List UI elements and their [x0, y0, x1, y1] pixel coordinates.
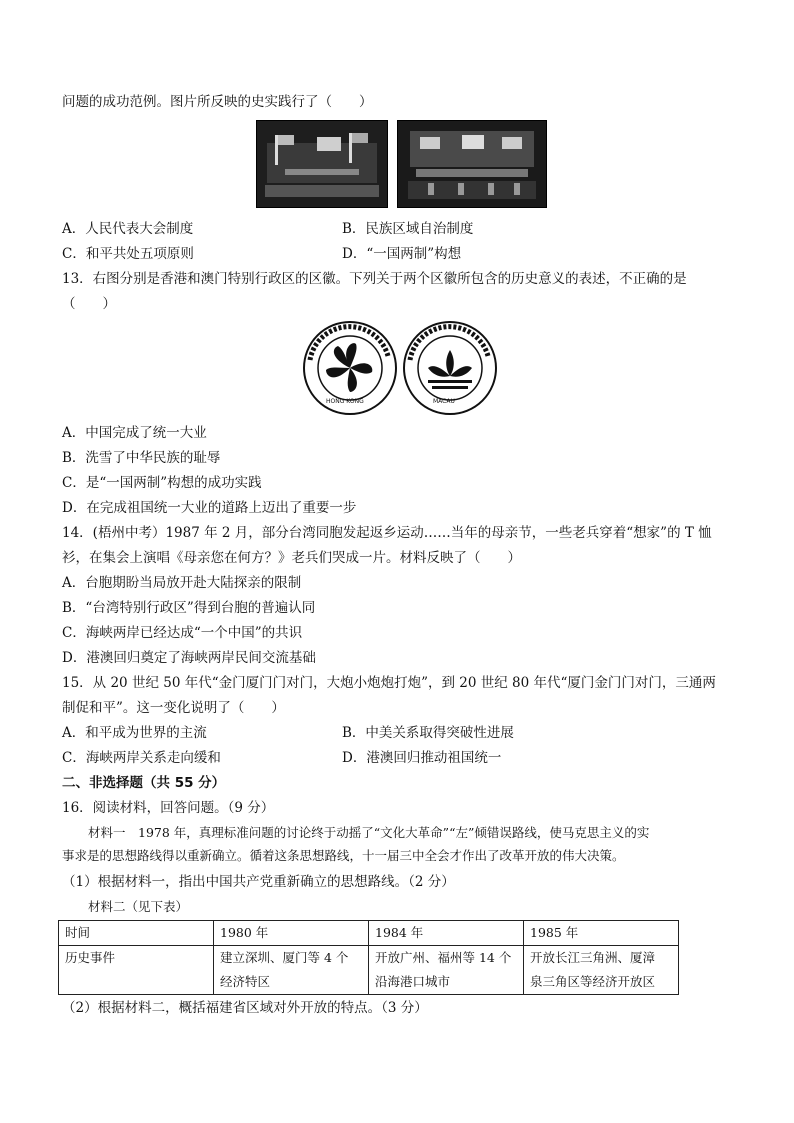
macau-emblem-text: MACAU: [433, 398, 455, 405]
q15-option-c: C．海峡两岸关系走向缓和: [62, 750, 221, 766]
section-title: 二、非选择题（共 55 分）: [62, 775, 226, 791]
table-cell-line: 开放广州、福州等 14 个: [375, 950, 512, 965]
q14-option-d: D．港澳回归奠定了海峡两岸民间交流基础: [62, 650, 316, 666]
q13-option-d: D．在完成祖国统一大业的道路上迈出了重要一步: [62, 500, 357, 516]
q14-option-a: A．台胞期盼当局放开赴大陆探亲的限制: [62, 575, 302, 591]
q12-photo-right: [397, 120, 547, 208]
table-row: [59, 946, 679, 995]
q16-sub2: （2）根据材料二，概括福建省区域对外开放的特点。（3 分）: [62, 1000, 428, 1016]
q15-option-b: B．中美关系取得突破性进展: [342, 725, 514, 741]
q14-stem-line1: 14．(梧州中考）1987 年 2 月，部分台湾同胞发起返乡运动……当年的母亲节，一些老兵穿着“想家”的 T 恤: [62, 525, 712, 541]
q12-option-b: B．民族区域自治制度: [342, 221, 474, 237]
table-cell: [214, 946, 369, 995]
table-header-cell: 1985 年: [524, 921, 679, 946]
table-cell: [369, 946, 524, 995]
q16-stem: 16．阅读材料，回答问题。（9 分）: [62, 800, 275, 816]
q12-stem-tail: 问题的成功范例。图片所反映的史实践行了（ ）: [62, 94, 373, 110]
q15-stem-line1: 15．从 20 世纪 50 年代“金门厦门门对门，大炮小炮炮打炮”，到 20 世纪 80 年代“厦门金门门对门，三通两: [62, 675, 716, 691]
q12-photo-left: [256, 120, 388, 208]
q16-material2-table: [58, 920, 679, 995]
table-cell-line: 经济特区: [220, 974, 271, 989]
q16-material1-line1: 材料一 1978 年，真理标准问题的讨论终于动摇了“文化大革命”“左”倾错误路线，使马克思主义的实: [88, 825, 650, 840]
table-row-label: 历史事件: [59, 946, 214, 995]
q14-option-b: B．“台湾特别行政区”得到台胞的普遍认同: [62, 600, 316, 616]
table-header-row: [59, 921, 679, 946]
q13-option-a: A．中国完成了统一大业: [62, 425, 207, 441]
table-cell-line: 泉三角区等经济开放区: [530, 974, 656, 989]
table-cell-line: 沿海港口城市: [375, 974, 451, 989]
q14-stem-line2: 衫，在集会上演唱《母亲您在何方？》老兵们哭成一片。材料反映了（ ）: [62, 550, 521, 566]
q15-option-a: A．和平成为世界的主流: [62, 725, 207, 741]
table-header-cell: 1984 年: [369, 921, 524, 946]
q13-option-b: B．洗雪了中华民族的耻辱: [62, 450, 221, 466]
hong-kong-emblem-text: HONG KONG: [326, 398, 364, 405]
q15-stem-line2: 制促和平”。这一变化说明了（ ）: [62, 700, 285, 716]
table-cell-line: 建立深圳、厦门等 4 个: [220, 950, 349, 965]
q14-option-c: C．海峡两岸已经达成“一个中国”的共识: [62, 625, 303, 641]
table-header-cell: 时间: [59, 921, 214, 946]
q16-material2-label: 材料二（见下表）: [88, 899, 189, 914]
q13-stem-line1: 13．右图分别是香港和澳门特别行政区的区徽。下列关于两个区徽所包含的历史意义的表述，不正确的是: [62, 271, 687, 287]
q16-material1-line2: 事求是的思想路线得以重新确立。循着这条思想路线，十一届三中全会才作出了改革开放的伟大决策。: [62, 848, 625, 863]
q12-option-a: A．人民代表大会制度: [62, 221, 194, 237]
table-cell: [524, 946, 679, 995]
q12-option-c: C．和平共处五项原则: [62, 246, 194, 262]
q12-option-d: D．“一国两制”构想: [342, 246, 462, 262]
q13-option-c: C．是“一国两制”构想的成功实践: [62, 475, 262, 491]
table-header-cell: 1980 年: [214, 921, 369, 946]
q13-stem-line2: （ ）: [62, 296, 116, 312]
table-cell-line: 开放长江三角洲、厦漳: [530, 950, 656, 965]
q16-sub1: （1）根据材料一，指出中国共产党重新确立的思想路线。（2 分）: [62, 874, 455, 890]
q15-option-d: D．港澳回归推动祖国统一: [342, 750, 502, 766]
